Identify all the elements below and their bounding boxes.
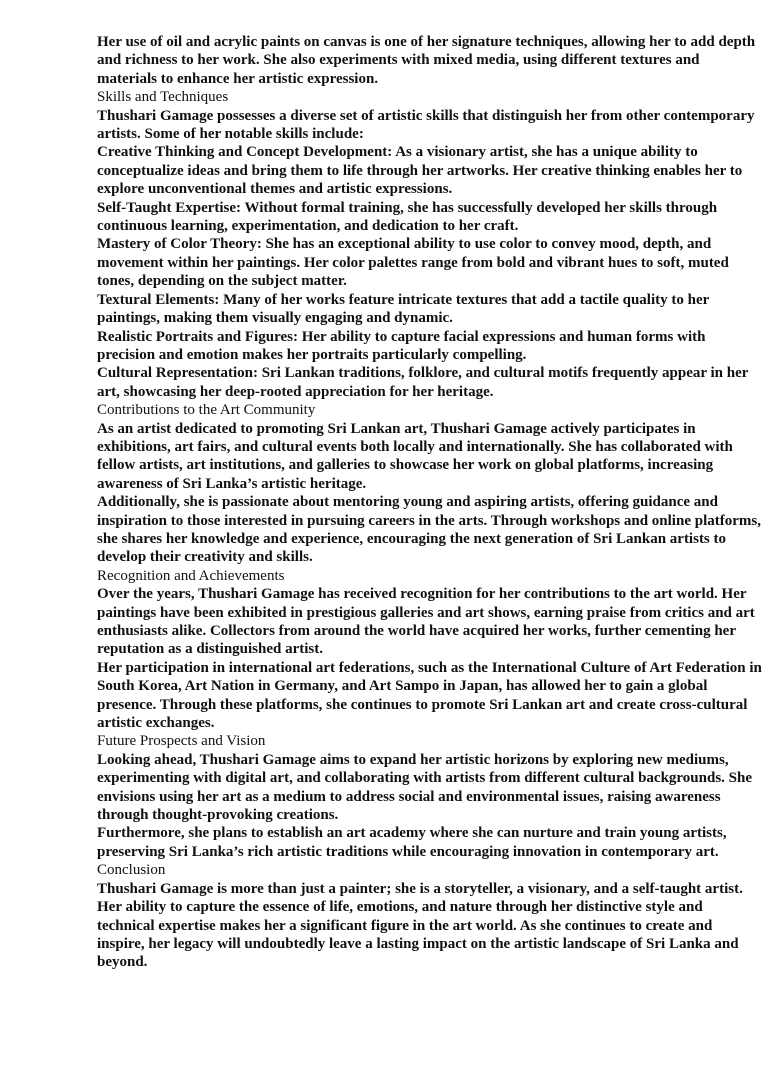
paragraph-art-academy: Furthermore, she plans to establish an art academy where she can nurture and train young artists, preserving Sri Lanka’s rich artistic traditions while encouraging innovation in contemporary art.	[97, 825, 727, 860]
paragraph-portraits-figures: Realistic Portraits and Figures: Her ability to capture facial expressions and human forms with precision and emotion makes her portraits particularly compelling.	[97, 328, 706, 363]
paragraph-skills-intro: Thushari Gamage possesses a diverse set of artistic skills that distinguish her from other contemporary artists. Some of her notable skills include:	[97, 107, 755, 143]
paragraph-oil-acrylic: Her use of oil and acrylic paints on canvas is one of her signature techniques, allowing her to add depth and richness to her work. She also experiments with mixed media, using different textures and materials to enhance her artistic expression.	[97, 34, 756, 87]
paragraph-creative-thinking: Creative Thinking and Concept Development: As a visionary artist, she has a unique ability to conceptualize ideas and bring them to life through her artworks. Her creative thinking enables her to explore unconventional themes and artistic expressions.	[97, 144, 743, 198]
paragraph-self-taught: Self-Taught Expertise: Without formal training, she has successfully developed her skills through continuous learning, experimentation, and dedication to her craft.	[97, 199, 718, 235]
paragraph-color-theory: Mastery of Color Theory: She has an exceptional ability to use color to convey mood, depth, and movement within her paintings. Her color palettes range from bold and vibrant hues to soft, muted tones, depending on the subject matter.	[97, 236, 729, 290]
paragraph-conclusion: Thushari Gamage is more than just a painter; she is a storyteller, a visionary, and a self-taught artist. Her ability to capture the essence of life, emotions, and nature through her distinctive style and technical expertise makes her a significant figure in the art world. As she continues to create and inspire, her legacy will undoubtedly leave a lasting impact on the artistic landscape of Sri Lanka and beyond.	[97, 880, 743, 971]
paragraph-cultural-representation: Cultural Representation: Sri Lankan traditions, folklore, and cultural motifs frequently appear in her art, showcasing her deep-rooted appreciation for her heritage.	[97, 365, 749, 400]
paragraph-federations: Her participation in international art federations, such as the International Culture of Art Federation in South Korea, Art Nation in Germany, and Art Sampo in Japan, has allowed her to gain a global presence. Through these platforms, she continues to promote Sri Lankan art and create cross-cultural artistic exchanges.	[97, 659, 762, 732]
paragraph-looking-ahead: Looking ahead, Thushari Gamage aims to expand her artistic horizons by exploring new mediums, experimenting with digital art, and collaborating with artists from different cultural backgrounds. She envisions using her art as a medium to address social and environmental issues, raising awareness through thought-provoking creations.	[97, 751, 753, 824]
heading-contributions: Contributions to the Art Community	[97, 402, 316, 419]
heading-recognition: Recognition and Achievements	[97, 567, 285, 584]
document-body	[97, 33, 762, 972]
paragraph-mentoring: Additionally, she is passionate about mentoring young and aspiring artists, offering guidance and inspiration to those interested in pursuing careers in the arts. Through workshops and online platforms, she shares her knowledge and experience, encouraging the next generation of Sri Lankan artists to develop their creativity and skills.	[97, 494, 761, 566]
heading-conclusion: Conclusion	[97, 862, 166, 879]
paragraph-promoting-art: As an artist dedicated to promoting Sri Lankan art, Thushari Gamage actively participates in exhibitions, art fairs, and cultural events both locally and internationally. She has collaborated with fellow artists, art institutions, and galleries to showcase her work on global platforms, increasing awareness of Sri Lanka’s artistic heritage.	[97, 420, 733, 492]
paragraph-textural-elements: Textural Elements: Many of her works feature intricate textures that add a tactile quality to her paintings, making them visually engaging and dynamic.	[97, 291, 710, 327]
heading-skills-techniques: Skills and Techniques	[97, 89, 229, 106]
paragraph-exhibitions: Over the years, Thushari Gamage has received recognition for her contributions to the art world. Her paintings have been exhibited in prestigious galleries and art shows, earning praise from critics and art enthusiasts alike. Collectors from around the world have acquired her works, further cementing her reputation as a distinguished artist.	[97, 586, 755, 658]
heading-future-prospects: Future Prospects and Vision	[97, 733, 266, 750]
